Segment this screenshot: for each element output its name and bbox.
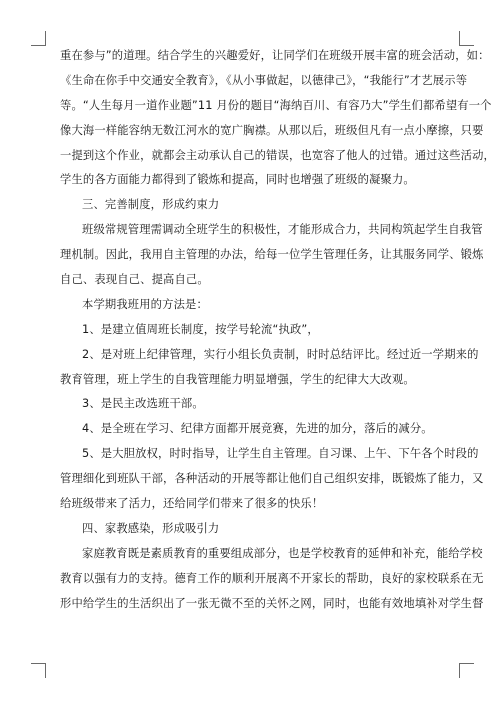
text-line: 家庭教育既是素质教育的重要组成部分，也是学校教育的延伸和补充，能给学校 — [82, 546, 483, 560]
list-item: 3、是民主改选班干部。 — [82, 397, 204, 411]
list-item: 1、是建立值周班长制度，按学号轮流“执政”， — [82, 322, 319, 336]
list-item: 2、是对班上纪律管理，实行小组长负责制，时时总结评比。经过近一学期来的 — [82, 347, 479, 361]
list-item: 5、是大胆放权，时时指导，让学生自主管理。自习课、上午、下午各个时段的 — [82, 447, 479, 461]
section-heading: 三、完善制度，形成约束力 — [82, 198, 220, 212]
text-line: 学生的各方面能力都得到了锻炼和提高，同时也增强了班级的凝聚力。 — [60, 173, 415, 187]
crop-mark-bottom-right — [459, 663, 474, 678]
text-line: 《生命在你手中交通安全教育》，《从小事做起，以德律己》，“我能行”才艺展示等 — [60, 73, 468, 87]
text-line: 自己、表现自己、提高自己。 — [60, 273, 209, 287]
text-line: 管理细化到班队干部，各种活动的开展等都让他们自己组织安排，既锻炼了能力，又 — [60, 472, 484, 486]
crop-mark-top-left — [31, 31, 46, 46]
crop-mark-bottom-left — [31, 663, 46, 678]
text-line: 形中给学生的生活织出了一张无微不至的关怀之网，同时，也能有效地填补对学生督 — [60, 596, 484, 610]
text-line: 等。“人生每月一道作业题”11 月份的题目“海纳百川、有容乃大”学生们都希望有一个 — [60, 98, 492, 112]
text-line: 一提到这个作业，就都会主动承认自己的错误，也宽容了他人的过错。通过这些活动， — [60, 148, 495, 162]
text-line: 理机制。因此，我用自主管理的办法，给每一位学生管理任务，让其服务同学、锻炼 — [60, 248, 484, 262]
text-line: 教育以强有力的支持。德育工作的顺利开展离不开家长的帮助，良好的家校联系在无 — [60, 571, 484, 585]
text-line: 给班级带来了活力，还给同学们带来了很多的快乐！ — [60, 497, 324, 511]
text-line: 重在参与”的道理。结合学生的兴趣爱好，让同学们在班级开展丰富的班会活动，如： — [60, 49, 490, 62]
text-line: 本学期我班用的方法是： — [82, 297, 208, 311]
text-line: 班级常规管理需调动全班学生的积极性，才能形成合力，共同构筑起学生自我管 — [82, 223, 483, 237]
text-line: 教育管理，班上学生的自我管理能力明显增强，学生的纪律大大改观。 — [60, 372, 415, 386]
text-line: 像大海一样能容纳无数江河水的宽广胸襟。从那以后，班级但凡有一点小摩擦，只要 — [60, 123, 484, 137]
section-heading: 四、家教感染，形成吸引力 — [82, 521, 220, 535]
list-item: 4、是全班在学习、纪律方面都开展竞赛，先进的加分，落后的减分。 — [82, 422, 433, 436]
crop-mark-top-right — [459, 31, 474, 46]
document-body — [60, 44, 495, 616]
